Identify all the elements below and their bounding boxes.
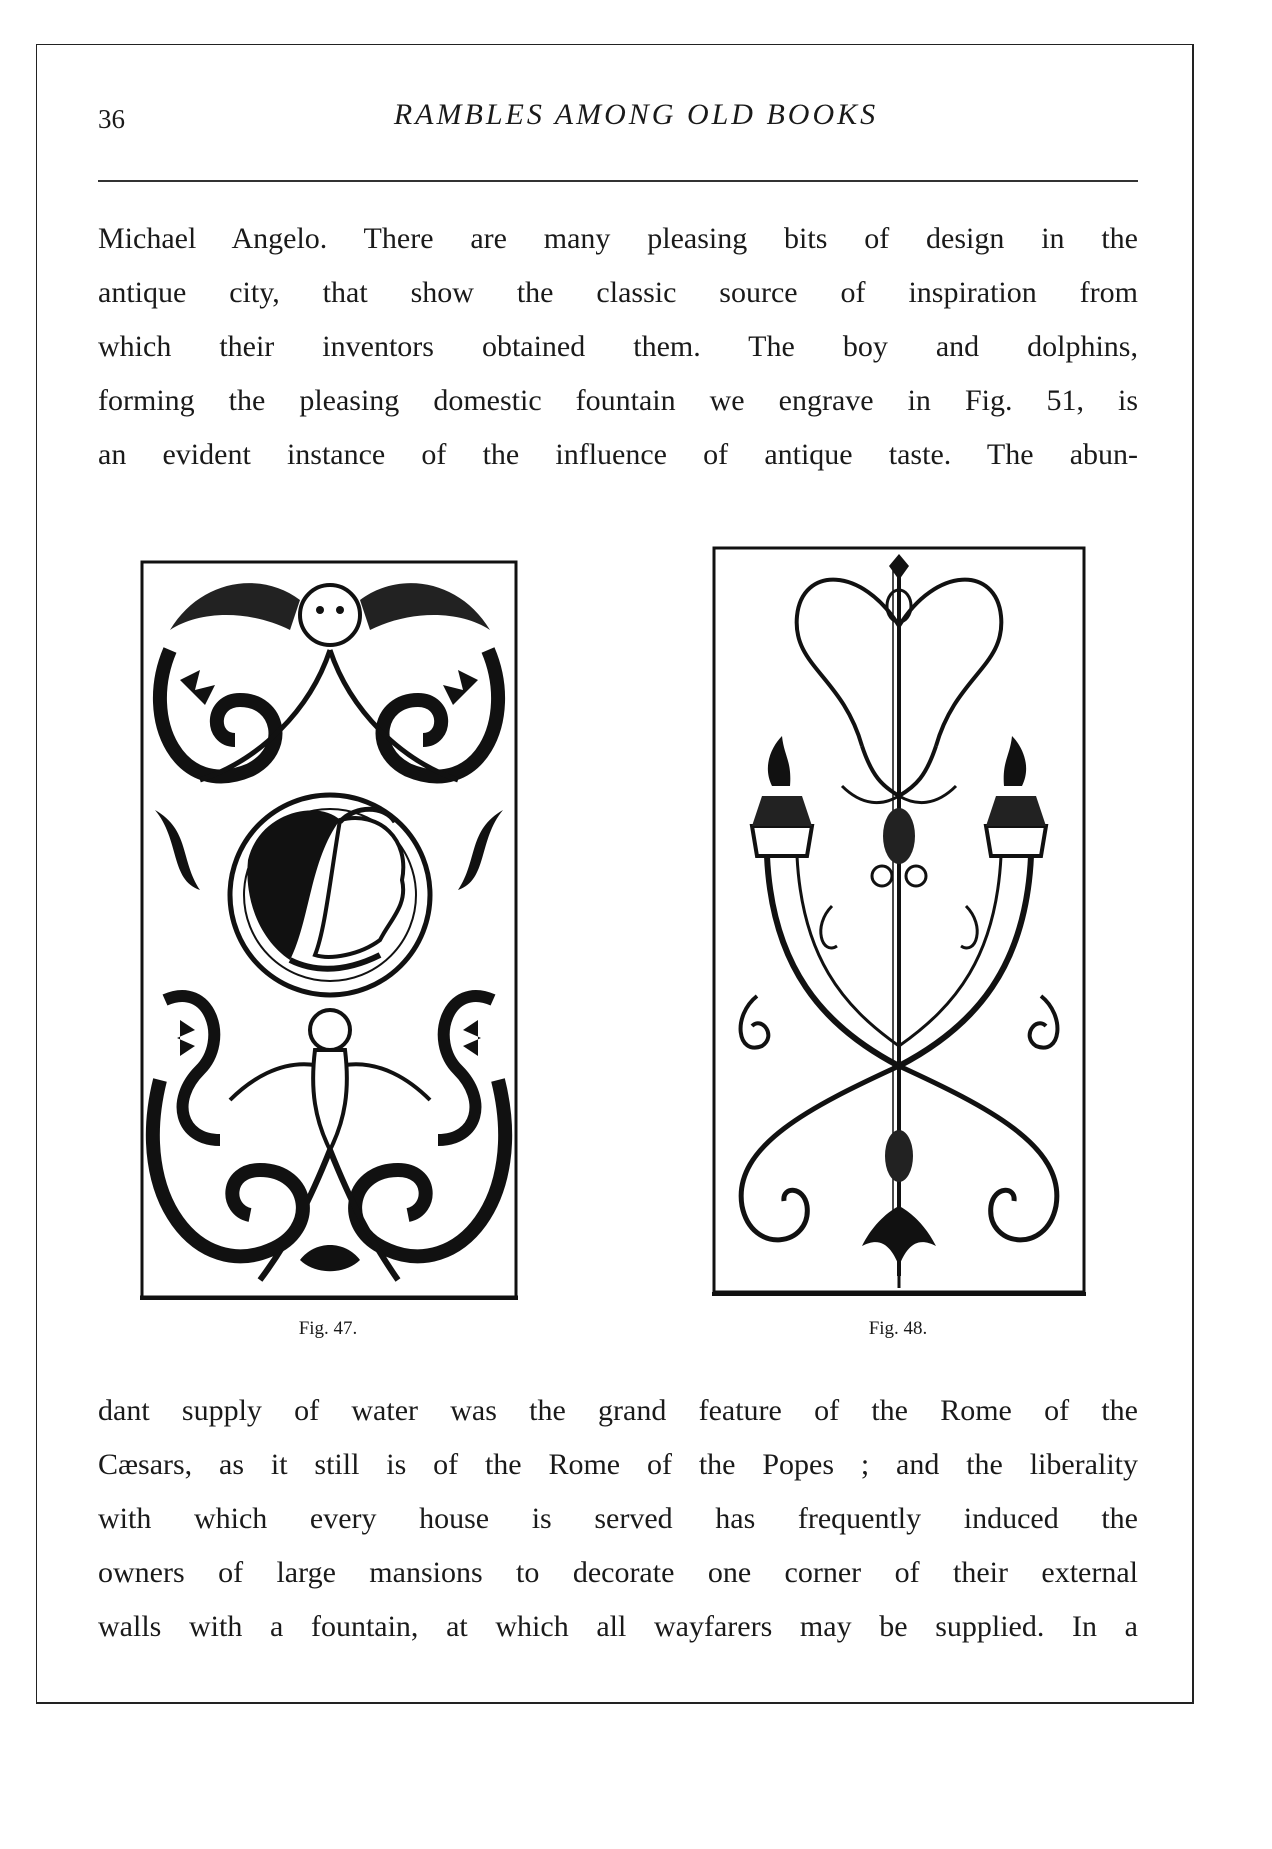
- candelabrum-ornament-panel-icon: [712, 546, 1086, 1298]
- text-line: forming the pleasing domestic fountain we engrave in Fig. 51, is: [98, 384, 1138, 417]
- paragraph-top: [98, 212, 1138, 482]
- text-line: which their inventors obtained them. The boy and dolphins,: [98, 330, 1138, 363]
- page-number: 36: [98, 104, 125, 134]
- text-line: Michael Angelo. There are many pleasing bits of design in the: [98, 222, 1138, 255]
- text-line: walls with a fountain, at which all wayfarers may be supplied. In a: [98, 1610, 1138, 1643]
- text-line: dant supply of water was the grand feature of the Rome of the: [98, 1394, 1138, 1427]
- text-line: owners of large mansions to decorate one corner of their external: [98, 1556, 1138, 1589]
- text-line: with which every house is served has frequently induced the: [98, 1502, 1138, 1535]
- text-line: antique city, that show the classic source of inspiration from: [98, 276, 1138, 309]
- ornamental-panel-with-medallion-portrait-icon: [140, 560, 518, 1300]
- header-rule: [98, 180, 1138, 182]
- running-title: RAMBLES AMONG OLD BOOKS: [393, 98, 879, 131]
- figure-47-illustration: [140, 560, 518, 1300]
- figure-47-caption: Fig. 47.: [298, 1318, 358, 1339]
- paragraph-bottom: [98, 1384, 1138, 1654]
- text-line: an evident instance of the influence of antique taste. The abun-: [98, 438, 1138, 471]
- text-line: Cæsars, as it still is of the Rome of the Popes ; and the liberality: [98, 1448, 1138, 1481]
- figure-48-illustration: [712, 546, 1086, 1298]
- figure-48-caption: Fig. 48.: [868, 1318, 928, 1339]
